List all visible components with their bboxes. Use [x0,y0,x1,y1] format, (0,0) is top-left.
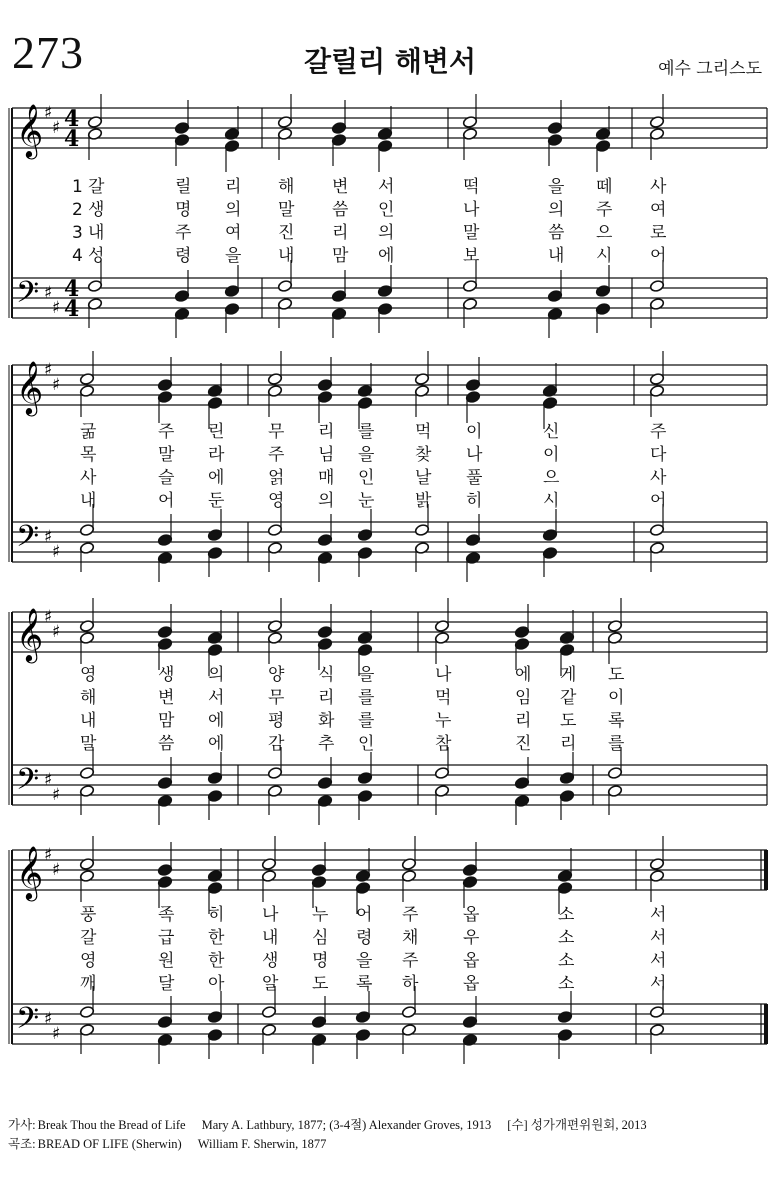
lyric-syllable: 알 [262,974,279,994]
lyric-syllable: 인 [358,468,375,488]
system-1-note-soprano [331,121,346,134]
system-2-note-tenor [414,523,429,536]
system-3-key-sharp-bass: ♯ [52,785,61,805]
lyric-syllable: 리 [560,734,577,754]
lyric-syllable: 내 [80,711,97,731]
lyric-syllable: 생 [262,951,279,971]
lyrics-credit-line [8,1116,663,1135]
tune-credit-line [8,1135,663,1154]
system-4-note-tenor [557,1010,572,1023]
lyric-syllable: 먹 [435,688,452,708]
lyric-syllable: 어 [158,491,175,511]
lyric-syllable: 날 [415,468,432,488]
system-4-note-tenor [207,1010,222,1023]
lyric-syllable: 말 [80,734,97,754]
system-3-note-bass [207,789,222,802]
lyric-syllable: 신 [543,422,560,442]
lyric-syllable: 영 [268,491,285,511]
lyric-syllable: 영 [80,665,97,685]
lyric-syllable: 주 [268,445,285,465]
system-2-note-tenor [207,528,222,541]
system-4-note-alto [157,875,172,888]
system-4-note-soprano [311,863,326,876]
system-1-note-tenor [277,279,292,292]
lyric-syllable: 리 [515,711,532,731]
lyric-syllable: 갈 [80,928,97,948]
lyric-syllable: 슬 [158,468,175,488]
lyric-syllable: 떼 [596,177,613,197]
verse-number: 1 [72,177,83,197]
system-3-note-alto [514,637,529,650]
lyric-syllable: 추 [318,734,335,754]
system-1-key-sharp-treble: ♯ [52,118,61,138]
lyric-syllable: 시 [596,246,613,266]
lyric-syllable: 진 [515,734,532,754]
lyric-syllable: 인 [378,200,395,220]
lyric-syllable: 으 [543,468,560,488]
system-2-note-soprano [465,378,480,391]
lyric-syllable: 령 [175,246,192,266]
lyric-syllable: 를 [358,688,375,708]
system-4-note-alto [557,881,572,894]
lyric-syllable: 심 [312,928,329,948]
lyric-syllable: 진 [278,223,295,243]
lyric-syllable: 주 [402,905,419,925]
lyric-syllable: 주 [175,223,192,243]
system-2-note-tenor [267,523,282,536]
system-3-note-alto [207,643,222,656]
lyric-syllable: 한 [208,928,225,948]
system-4-treble-clef: 𝄞 [16,845,44,899]
system-4-note-alto [311,875,326,888]
lyric-syllable: 에 [378,246,395,266]
system-1-note-alto [377,139,392,152]
system-1-note-tenor [224,284,239,297]
lyric-syllable: 소 [558,951,575,971]
lyric-syllable: 여 [650,200,667,220]
system-2-note-tenor [357,528,372,541]
lyric-syllable: 의 [208,665,225,685]
lyric-syllable: 갈 [88,177,105,197]
system-3-note-bass [559,789,574,802]
lyric-syllable: 를 [358,422,375,442]
tune-label: 곡조: [8,1137,36,1151]
lyric-syllable: 하 [402,974,419,994]
system-4-note-tenor [401,1005,416,1018]
lyric-syllable: 한 [208,951,225,971]
lyric-syllable: 에 [515,665,532,685]
system-2-key-sharp-treble: ♯ [52,375,61,395]
system-1-note-tenor [649,279,664,292]
system-3-note-bass [357,789,372,802]
lyric-syllable: 인 [358,734,375,754]
lyric-syllable: 풀 [466,468,483,488]
system-4-key-sharp-treble: ♯ [52,860,61,880]
system-3-note-alto [559,643,574,656]
lyric-syllable: 옵 [463,905,480,925]
system-4-note-bass [355,1028,370,1041]
lyric-syllable: 록 [356,974,373,994]
system-1-bass-clef: 𝄢 [16,276,40,317]
lyric-syllable: 씀 [158,734,175,754]
system-1-key-sharp-bass: ♯ [52,298,61,318]
lyric-syllable: 리 [318,422,335,442]
lyric-syllable: 누 [435,711,452,731]
lyric-syllable: 식 [318,665,335,685]
system-3-note-soprano [317,625,332,638]
verse-number: 2 [72,200,83,220]
lyric-syllable: 깨 [80,974,97,994]
system-1-note-tenor [331,289,346,302]
system-1-note-tenor [174,289,189,302]
lyric-syllable: 에 [208,711,225,731]
system-3-note-tenor [157,776,172,789]
lyric-syllable: 을 [548,177,565,197]
system-2-note-alto [207,396,222,409]
system-1-note-soprano [174,121,189,134]
lyric-syllable: 릴 [175,177,192,197]
system-3-note-tenor [317,776,332,789]
lyric-syllable: 령 [356,928,373,948]
lyric-syllable: 맘 [158,711,175,731]
lyric-syllable: 리 [332,223,349,243]
system-2-note-bass [357,546,372,559]
lyric-syllable: 주 [158,422,175,442]
lyrics-source: Break Thou the Bread of Life [37,1118,186,1132]
lyric-syllable: 에 [208,734,225,754]
system-2-note-alto [465,390,480,403]
system-1-treble-clef: 𝄞 [16,103,44,157]
lyric-syllable: 변 [158,688,175,708]
system-2-note-soprano [317,378,332,391]
lyric-syllable: 내 [262,928,279,948]
lyric-syllable: 내 [548,246,565,266]
lyric-syllable: 으 [596,223,613,243]
system-1-note-alto [331,133,346,146]
lyric-syllable: 내 [88,223,105,243]
system-4-note-tenor [649,1005,664,1018]
system-1-note-alto [174,133,189,146]
lyric-syllable: 주 [650,422,667,442]
verse-number: 3 [72,223,83,243]
system-2-note-soprano [157,378,172,391]
lyric-syllable: 록 [608,711,625,731]
system-3-note-alto [357,643,372,656]
system-2-note-alto [357,396,372,409]
lyric-syllable: 얽 [268,468,285,488]
lyric-syllable: 해 [80,688,97,708]
lyric-syllable: 원 [158,951,175,971]
system-4-note-soprano [462,863,477,876]
system-2-note-tenor [465,533,480,546]
lyrics-author: Mary A. Lathbury, 1877; (3-4절) Alexander Groves, 1913 [201,1118,492,1132]
lyric-syllable: 명 [175,200,192,220]
system-4-note-tenor [355,1010,370,1023]
lyric-syllable: 무 [268,688,285,708]
lyric-syllable: 맘 [332,246,349,266]
system-3-note-alto [157,637,172,650]
lyric-syllable: 을 [225,246,242,266]
lyric-syllable: 서 [378,177,395,197]
lyric-syllable: 말 [278,200,295,220]
system-4-bass-clef: 𝄢 [16,1002,40,1043]
lyric-syllable: 매 [318,468,335,488]
system-4-note-alto [462,875,477,888]
lyric-syllable: 아 [208,974,225,994]
hymn-number: 273 [12,27,84,78]
system-3-note-tenor [267,766,282,779]
lyric-syllable: 무 [268,422,285,442]
system-3-note-tenor [607,766,622,779]
lyric-syllable: 목 [80,445,97,465]
system-2-note-tenor [79,523,94,536]
system-3-key-sharp-treble: ♯ [44,607,53,627]
lyric-syllable: 명 [312,951,329,971]
lyric-syllable: 을 [358,665,375,685]
system-4-note-tenor [261,1005,276,1018]
system-3-note-tenor [514,776,529,789]
system-4-note-bass [207,1028,222,1041]
system-2-key-sharp-treble: ♯ [44,360,53,380]
lyric-syllable: 도 [312,974,329,994]
system-3-key-sharp-treble: ♯ [52,622,61,642]
lyric-syllable: 리 [225,177,242,197]
lyric-syllable: 사 [80,468,97,488]
lyric-syllable: 소 [558,928,575,948]
system-3-note-tenor [357,771,372,784]
lyric-syllable: 말 [463,223,480,243]
lyric-syllable: 내 [278,246,295,266]
system-2-treble-clef: 𝄞 [16,360,44,414]
verse-number: 4 [72,246,83,266]
system-4-note-tenor [157,1015,172,1028]
system-3-note-tenor [207,771,222,784]
system-3-note-tenor [434,766,449,779]
credits [8,1116,663,1154]
lyric-syllable: 시 [543,491,560,511]
lyric-syllable: 달 [158,974,175,994]
system-2-note-alto [157,390,172,403]
lyric-syllable: 이 [543,445,560,465]
system-2-key-sharp-bass: ♯ [44,527,53,547]
lyric-syllable: 님 [318,445,335,465]
lyric-syllable: 둔 [208,491,225,511]
system-4-note-alto [355,881,370,894]
lyric-syllable: 해 [278,177,295,197]
system-4-note-bass [557,1028,572,1041]
lyric-syllable: 풍 [80,905,97,925]
lyric-syllable: 영 [80,951,97,971]
system-4-key-sharp-bass: ♯ [44,1009,53,1029]
lyrics-label: 가사: [8,1118,36,1132]
lyric-syllable: 히 [208,905,225,925]
system-2-note-alto [542,396,557,409]
system-3-note-soprano [157,625,172,638]
lyric-syllable: 채 [402,928,419,948]
system-1-note-alto [595,139,610,152]
lyric-syllable: 서 [650,951,667,971]
system-1-key-sharp-bass: ♯ [44,283,53,303]
system-3-note-soprano [514,625,529,638]
lyric-syllable: 씀 [332,200,349,220]
system-4-key-sharp-bass: ♯ [52,1024,61,1044]
lyric-syllable: 서 [208,688,225,708]
lyric-syllable: 라 [208,445,225,465]
lyric-syllable: 성 [88,246,105,266]
lyric-syllable: 나 [463,200,480,220]
lyric-syllable: 나 [466,445,483,465]
lyric-syllable: 을 [358,445,375,465]
system-1-note-tenor [377,284,392,297]
lyric-syllable: 린 [208,422,225,442]
lyric-syllable: 평 [268,711,285,731]
lyric-syllable: 어 [650,491,667,511]
lyric-syllable: 급 [158,928,175,948]
lyric-syllable: 변 [332,177,349,197]
lyric-syllable: 밝 [415,491,432,511]
lyric-syllable: 게 [560,665,577,685]
system-2-bass-clef: 𝄢 [16,520,40,561]
tune-name: BREAD OF LIFE (Sherwin) [37,1137,182,1151]
lyric-syllable: 여 [225,223,242,243]
lyric-syllable: 생 [158,665,175,685]
system-2-note-bass [542,546,557,559]
system-1-note-bass [377,302,392,315]
lyric-syllable: 이 [466,422,483,442]
system-4-note-tenor [462,1015,477,1028]
system-4-note-tenor [311,1015,326,1028]
lyric-syllable: 나 [435,665,452,685]
lyric-syllable: 의 [318,491,335,511]
system-1-note-bass [595,302,610,315]
lyric-syllable: 씀 [548,223,565,243]
lyric-syllable: 우 [463,928,480,948]
system-4-note-alto [207,881,222,894]
lyric-syllable: 의 [225,200,242,220]
system-1-note-tenor [87,279,102,292]
system-2-note-bass [207,546,222,559]
lyric-syllable: 말 [158,445,175,465]
system-2-key-sharp-bass: ♯ [52,542,61,562]
lyric-syllable: 먹 [415,422,432,442]
lyric-syllable: 어 [356,905,373,925]
lyric-syllable: 에 [208,468,225,488]
lyric-syllable: 을 [356,951,373,971]
lyric-syllable: 어 [650,246,667,266]
lyric-syllable: 사 [650,177,667,197]
system-3-note-tenor [559,771,574,784]
system-1-note-tenor [462,279,477,292]
time-signature-digit: 4 [64,106,80,132]
lyric-syllable: 족 [158,905,175,925]
lyric-syllable: 서 [650,905,667,925]
system-1-note-alto [547,133,562,146]
translation-credit: [수] 성가개편위원회, 2013 [507,1118,647,1132]
system-4-note-tenor [79,1005,94,1018]
lyric-syllable: 굶 [80,422,97,442]
system-2-note-tenor [542,528,557,541]
hymn-category: 예수 그리스도 [658,59,762,79]
lyric-syllable: 사 [650,468,667,488]
lyric-syllable: 옵 [463,974,480,994]
lyric-syllable: 같 [560,688,577,708]
lyric-syllable: 의 [548,200,565,220]
lyric-syllable: 나 [262,905,279,925]
system-4-key-sharp-treble: ♯ [44,845,53,865]
system-1-note-tenor [595,284,610,297]
lyric-syllable: 참 [435,734,452,754]
lyric-syllable: 도 [560,711,577,731]
lyric-syllable: 내 [80,491,97,511]
lyric-syllable: 보 [463,246,480,266]
system-3-treble-clef: 𝄞 [16,607,44,661]
system-3-key-sharp-bass: ♯ [44,770,53,790]
lyric-syllable: 주 [596,200,613,220]
lyric-syllable: 다 [650,445,667,465]
system-2-note-tenor [317,533,332,546]
system-4-note-soprano [157,863,172,876]
system-2-note-tenor [649,523,664,536]
lyric-syllable: 눈 [358,491,375,511]
system-1-note-bass [224,302,239,315]
lyric-syllable: 로 [650,223,667,243]
lyric-syllable: 히 [466,491,483,511]
hymn-title: 갈릴리 해변서 [303,45,477,78]
lyric-syllable: 서 [650,928,667,948]
lyric-syllable: 누 [312,905,329,925]
time-signature-digit: 4 [64,296,80,322]
lyric-syllable: 주 [402,951,419,971]
lyric-syllable: 화 [318,711,335,731]
system-2-note-tenor [157,533,172,546]
lyric-syllable: 떡 [463,177,480,197]
system-1-note-soprano [547,121,562,134]
lyric-syllable: 옵 [463,951,480,971]
lyric-syllable: 양 [268,665,285,685]
lyric-syllable: 생 [88,200,105,220]
system-1-note-alto [224,139,239,152]
system-1-key-sharp-treble: ♯ [44,103,53,123]
time-signature-digit: 4 [64,126,80,152]
system-1-note-tenor [547,289,562,302]
lyric-syllable: 도 [608,665,625,685]
lyric-syllable: 이 [608,688,625,708]
system-3-bass-clef: 𝄢 [16,763,40,804]
lyric-syllable: 서 [650,974,667,994]
lyric-syllable: 의 [378,223,395,243]
lyric-syllable: 임 [515,688,532,708]
lyric-syllable: 를 [358,711,375,731]
lyric-syllable: 감 [268,734,285,754]
system-3-note-alto [317,637,332,650]
time-signature-digit: 4 [64,276,80,302]
system-2-note-alto [317,390,332,403]
lyric-syllable: 찾 [415,445,432,465]
tune-author: William F. Sherwin, 1877 [197,1137,327,1151]
lyric-syllable: 소 [558,974,575,994]
system-3-note-tenor [79,766,94,779]
lyric-syllable: 소 [558,905,575,925]
lyric-syllable: 를 [608,734,625,754]
lyric-syllable: 리 [318,688,335,708]
